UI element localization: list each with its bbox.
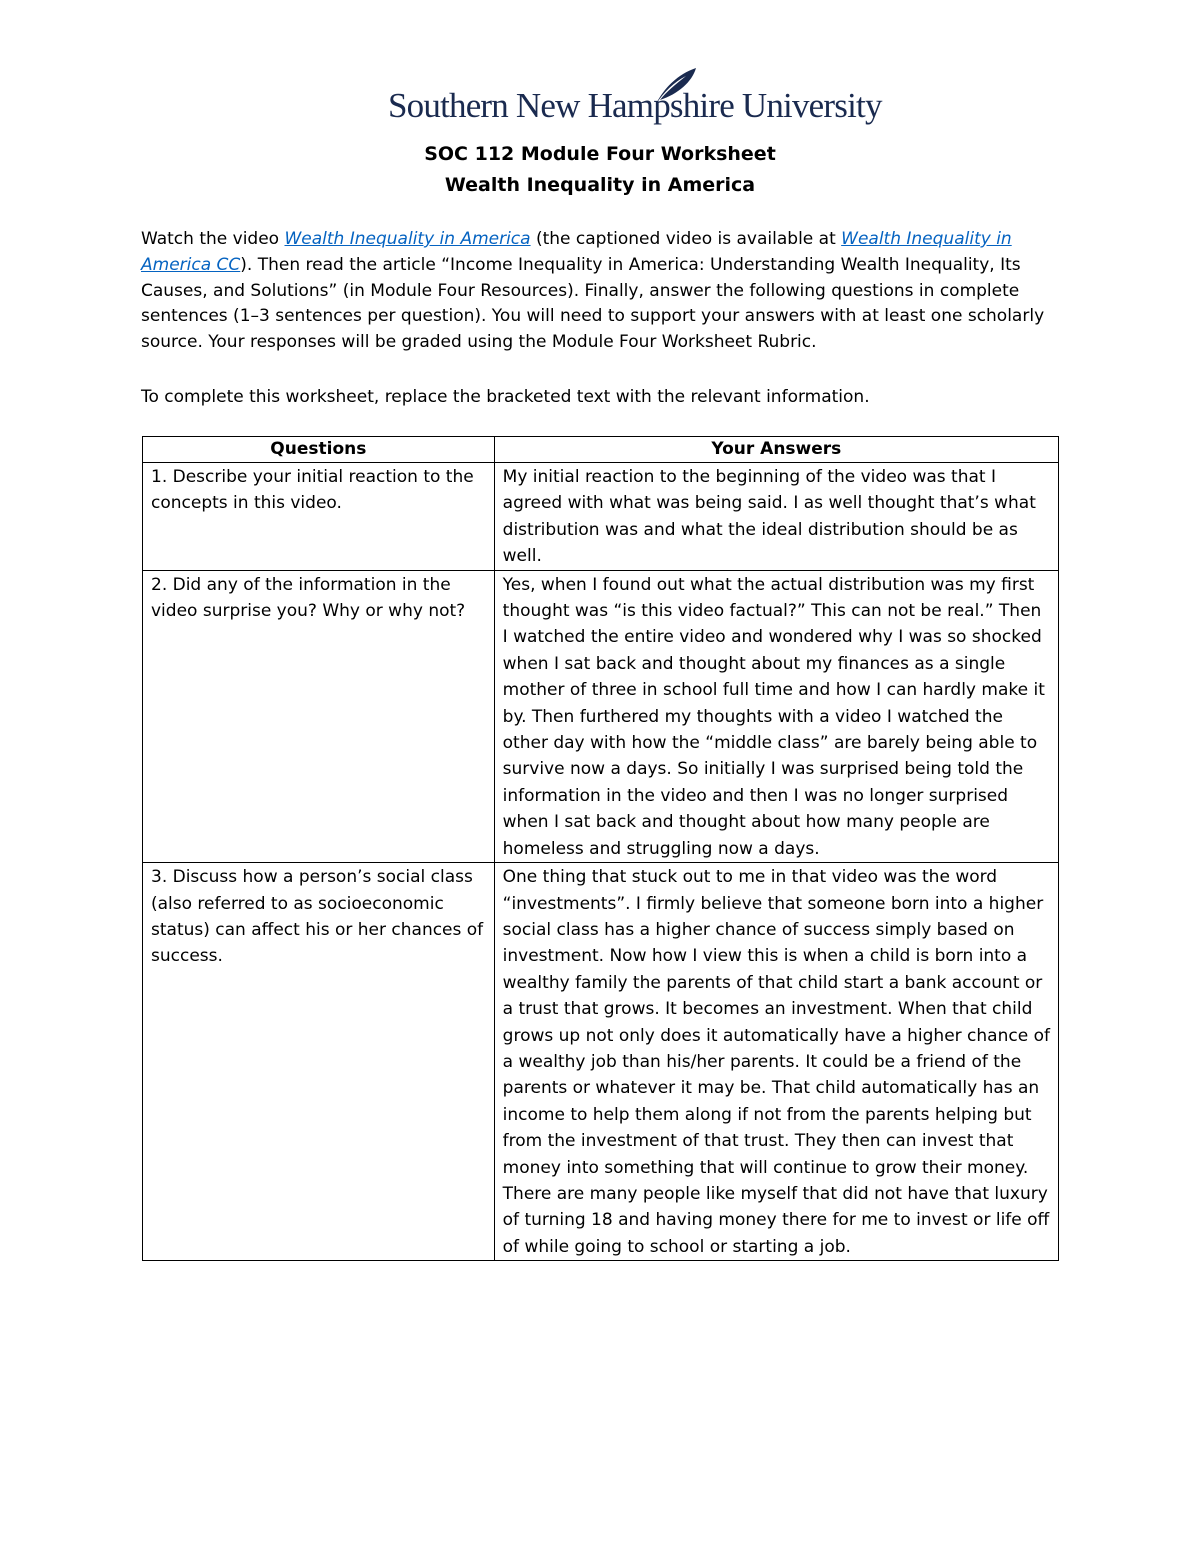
table-header-row: [143, 437, 1059, 463]
worksheet-title: SOC 112 Module Four Worksheet: [424, 143, 776, 165]
questions-header: Questions: [143, 437, 495, 463]
worksheet-subtitle: Wealth Inequality in America: [444, 174, 756, 196]
intro-text-2: (the captioned video is available at: [530, 229, 842, 249]
video-link[interactable]: Wealth Inequality in America: [284, 229, 531, 249]
answer-cell[interactable]: My initial reaction to the beginning of the video was that I agreed with what was being said. I as well thought that’s what distribution was and what the ideal distribution should be as well.: [494, 463, 1058, 571]
answers-header: Your Answers: [494, 437, 1058, 463]
intro-text-3: ). Then read the article “Income Inequality in America: Understanding Wealth Inequality, Its Causes, and Solutions” (in Module Four Resources). Finally, answer the following questions in complete sentences (1–3 sentences per question). You will need to support your answers with at least one scholarly source. Your responses will be graded using the Module Four Worksheet Rubric.: [141, 254, 1045, 353]
table-row: [143, 863, 1059, 1261]
instruction-text: To complete this worksheet, replace the bracketed text with the relevant information.: [141, 387, 870, 407]
answer-cell[interactable]: One thing that stuck out to me in that video was the word “investments”. I firmly believe that someone born into a higher social class has a higher chance of success simply based on investment. Now how I view this is when a child is born into a wealthy family the parents of that child start a bank account or a trust that grows. It becomes an investment. When that child grows up not only does it automatically have a higher chance of a wealthy job than his/her parents. It could be a friend of the parents or whatever it may be. That child automatically has an income to help them along if not from the parents helping but from the investment of that trust. They then can invest that money into something that will continue to grow their money. There are many people like myself that did not have that luxury of turning 18 and having money there for me to invest or life off of while going to school or starting a job.: [494, 863, 1058, 1261]
intro-text-1: Watch the video: [141, 229, 285, 249]
captioned-video-link[interactable]: Wealth Inequality in America CC: [141, 229, 1012, 275]
answer-cell[interactable]: Yes, when I found out what the actual distribution was my first thought was “is this video factual?” This can not be real.” Then I watched the entire video and wondered why I was so shocked when I sat back and thought about my finances as a single mother of three in school full time and how I can hardly make it by. Then furthered my thoughts with a video I watched the other day with how the “middle class” are barely being able to survive now a days. So initially I was surprised being told the information in the video and then I was no longer surprised when I sat back and thought about how many people are homeless and struggling now a days.: [494, 570, 1058, 862]
qa-table: [142, 436, 1059, 1261]
table-row: [143, 463, 1059, 571]
logo-text: Southern New Hampshire University: [388, 86, 882, 125]
question-cell: 1. Describe your initial reaction to the concepts in this video.: [143, 463, 495, 571]
question-cell: 2. Did any of the information in the video surprise you? Why or why not?: [143, 570, 495, 862]
intro-paragraph: [141, 227, 1061, 356]
table-row: [143, 570, 1059, 862]
question-cell: 3. Discuss how a person’s social class (also referred to as socioeconomic status) can affect his or her chances of success.: [143, 863, 495, 1261]
university-logo: [388, 66, 882, 138]
